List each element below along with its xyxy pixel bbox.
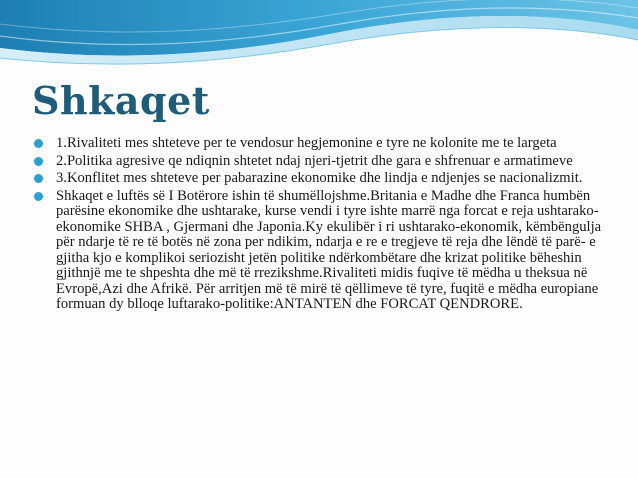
bullet-item <box>28 171 618 187</box>
bullet-dot-icon <box>34 139 43 148</box>
bullet-item <box>28 154 618 170</box>
bullet-text: 3.Konflitet mes shteteve per pabarazine ekonomike dhe lindja e ndjenjes se nacionalizmit. <box>56 170 583 186</box>
bullet-dot-icon <box>34 157 43 166</box>
bullet-text: Shkaqet e luftës së I Botërore ishin të shumëllojshme.Britania e Madhe dhe Franca humbën parësine ekonomike dhe ushtarake, kurse vendi i tyre ishte marrë nga forcat e reja ushtarako-ekonomike SHBA , Gjermani dhe Japonia.Ky ekulibër i ri ushtarako-ekonomik, këmbëngulja për ndarje të re të botës në zona per ndikim, ndarja e re e tregjeve të reja dhe lëndë të parë- e gjitha kjo e komplikoi seriozisht jetën politike ndërkombëtare dhe krizat politike bëheshin gjithnjë me te shpeshta dhe më të rrezikshme.Rivaliteti midis fuqive të mëdha u theksua në Evropë,Azi dhe Afrikë. Për arritjen më të mirë të qëllimeve të tyre, fuqitë e mëdha europiane formuan dy blloqe luftarako-politike:ANTANTEN dhe FORCAT QENDRORE. <box>56 187 602 312</box>
bullet-text: 1.Rivaliteti mes shteteve per te vendosur hegjemonine e tyre ne kolonite me te largeta <box>56 135 557 151</box>
bullet-item <box>28 189 618 313</box>
bullet-dot-icon <box>34 174 43 183</box>
bullet-item <box>28 136 618 152</box>
wave-header-decoration <box>0 0 638 80</box>
bullet-text: 2.Politika agresive qe ndiqnin shtetet ndaj njeri-tjetrit dhe gara e shfrenuar e armatimeve <box>56 152 573 169</box>
bullet-dot-icon <box>34 192 43 201</box>
slide-title: Shkaqet <box>32 78 210 123</box>
bullet-list <box>28 136 618 315</box>
